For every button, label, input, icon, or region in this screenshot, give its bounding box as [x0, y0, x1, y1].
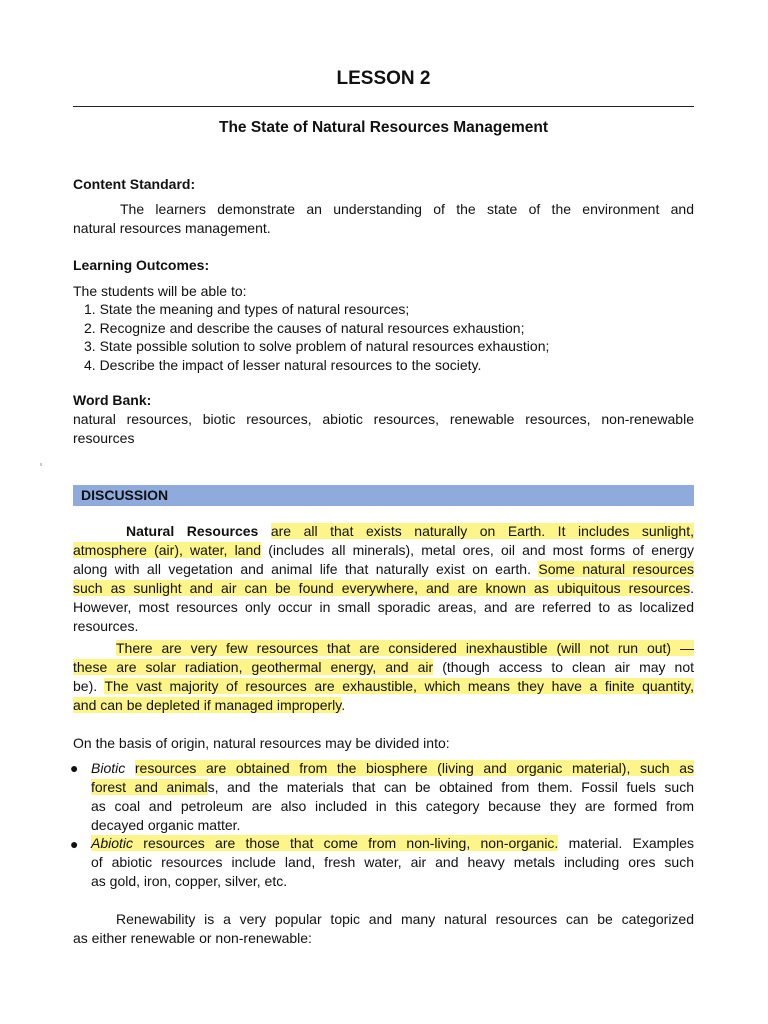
- content-standard-text: [73, 200, 694, 238]
- p2-line2: [73, 658, 694, 677]
- origin-intro: On the basis of origin, natural resources may be divided into:: [73, 735, 450, 751]
- p2-highlight-1: There are very few resources that are considered inexhaustible (will not run out) —: [116, 640, 694, 656]
- p1-line2-rest: (includes all minerals), metal ores, oil and most forms of energy: [268, 542, 694, 558]
- p1-highlight-2: atmosphere (air), water, land: [73, 542, 262, 558]
- list-item: 3. State possible solution to solve problem of natural resources exhaustion;: [84, 338, 550, 354]
- p1-line1: [73, 522, 694, 541]
- biotic-item: [91, 759, 694, 835]
- list-item: 2. Recognize and describe the causes of natural resources exhaustion;: [84, 319, 525, 336]
- discussion-banner: [73, 485, 694, 506]
- content-standard-heading: Content Standard:: [73, 176, 196, 192]
- biotic-line2: [91, 778, 694, 797]
- p2-highlight-3: The vast majority of resources are exhaustible, which means they have a finite quantity,: [104, 678, 694, 694]
- word-bank-heading: Word Bank:: [73, 392, 152, 408]
- p2-highlight-4: and can be depleted if managed improperly: [73, 697, 342, 713]
- word-bank-line1: natural resources, biotic resources, abiotic resources, renewable resources, non-renewable: [73, 411, 694, 427]
- p2-highlight-2: these are solar radiation, geothermal energy, and air: [73, 659, 434, 675]
- abiotic-highlight-1: resources are those that come from non-living, non-organic.: [143, 835, 559, 851]
- natural-resources-paragraph: [73, 522, 694, 636]
- biotic-line1: [91, 759, 694, 778]
- content-standard-line2: natural resources management.: [73, 220, 271, 236]
- page-title: The State of Natural Resources Management: [218, 119, 549, 136]
- p2-line2-rest: (though access to clean air may not: [442, 659, 695, 675]
- inexhaustible-paragraph: [73, 639, 694, 715]
- biotic-line4: decayed organic matter.: [91, 817, 241, 833]
- word-bank-text: [73, 410, 694, 448]
- learning-outcomes-heading: Learning Outcomes:: [73, 257, 210, 273]
- abiotic-line2: of abiotic resources include land, fresh water, air and heavy metals including ores such: [91, 854, 694, 870]
- learning-outcomes-intro: The students will be able to:: [73, 283, 247, 299]
- p1-highlight-1: are all that exists naturally on Earth. It includes sunlight,: [270, 523, 694, 539]
- p1-line3: [73, 560, 694, 579]
- abiotic-line3: as gold, iron, copper, silver, etc.: [91, 873, 288, 889]
- biotic-line3: as coal and petroleum are also included in this category because they are formed from: [91, 798, 694, 814]
- content-standard-line1: The learners demonstrate an understanding of the state of the environment and: [120, 201, 694, 217]
- abiotic-line1: [91, 834, 694, 853]
- lesson-heading: LESSON 2: [336, 68, 431, 89]
- p1-line5: However, most resources only occur in small sporadic areas, and are referred to as localized: [73, 599, 694, 615]
- stray-mark: [40, 463, 42, 466]
- abiotic-item: [91, 834, 694, 891]
- biotic-highlight-2: forest and animal: [91, 779, 208, 795]
- word-bank-line2: resources: [73, 430, 135, 446]
- list-item: 1. State the meaning and types of natural resources;: [84, 301, 410, 317]
- p2-line4: [73, 696, 694, 715]
- abiotic-label: Abiotic: [91, 835, 134, 851]
- p1-line4: [73, 579, 694, 598]
- p1-bold-term: Natural Resources: [126, 523, 259, 539]
- biotic-label: Biotic: [91, 760, 126, 776]
- p1-line4-end: .: [690, 580, 694, 596]
- p1-highlight-4: such as sunlight and air can be found everywhere, and are known as ubiquitous resources: [73, 580, 691, 596]
- p2-line1: [73, 639, 694, 658]
- p1-highlight-3: Some natural resources: [538, 561, 694, 577]
- p2-line4-end: .: [341, 697, 346, 713]
- heading-rule: [73, 106, 694, 107]
- p2-line3: [73, 677, 694, 696]
- renew-line1: Renewability is a very popular topic and many natural resources can be categorized: [116, 911, 694, 927]
- renewability-paragraph: [73, 910, 694, 948]
- biotic-line2-rest: s, and the materials that can be obtained from them. Fossil fuels such: [207, 779, 694, 795]
- list-item: 4. Describe the impact of lesser natural resources to the society.: [84, 356, 482, 373]
- biotic-highlight-1: resources are obtained from the biosphere (living and organic material), such as: [134, 760, 694, 776]
- bullet-icon: ●: [70, 836, 79, 852]
- p1-line2: [73, 541, 694, 560]
- p1-line6: resources.: [73, 618, 139, 634]
- p1-line3-text: along with all vegetation and animal life that naturally exist on earth.: [73, 561, 531, 577]
- learning-outcomes-list: [84, 300, 694, 374]
- discussion-banner-label: DISCUSSION: [81, 487, 169, 503]
- renew-line2: as either renewable or non-renewable:: [73, 930, 312, 946]
- bullet-icon: ●: [70, 760, 79, 776]
- abiotic-line1-rest: material. Examples: [568, 835, 695, 851]
- p2-line3-start: be).: [73, 678, 98, 694]
